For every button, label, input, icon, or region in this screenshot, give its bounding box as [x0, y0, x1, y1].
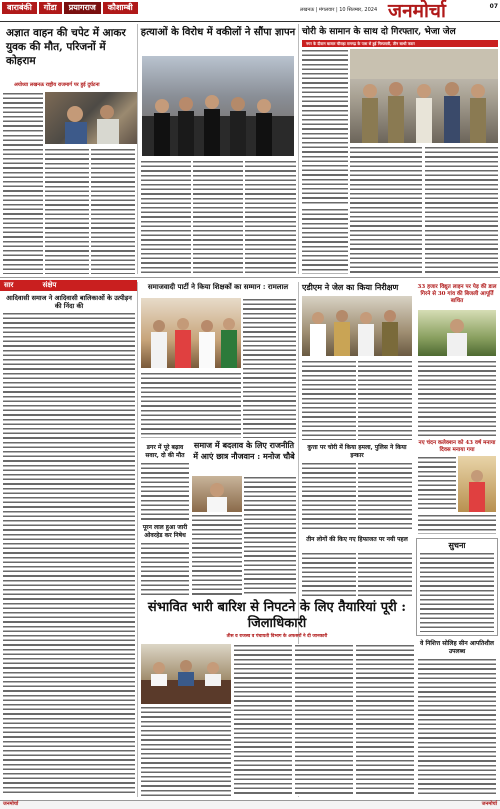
story-3-subhead: नगर के दीवान बाजार चौराहा रामगढ़ के पास से हुई गिरफ्तारी, तीन साथी फरार — [302, 40, 498, 47]
digest-title: सार — [4, 281, 14, 289]
story-9-headline: कुत्ता पर चोरी में किया हमला, पुलिस ने किया इन्कार — [307, 444, 407, 459]
story-2-headline: हत्याओं के विरोध में वकीलों ने सौंपा ज्ञापन — [140, 27, 296, 38]
story-8-headline: समाज में बदलाव के लिए राजनीति में आएं छात्र नौजवान : मनोज चौबे — [193, 440, 295, 461]
story-1-headline: अज्ञात वाहन की चपेट में आकर युवक की मौत, परिजनों में कोहराम — [6, 27, 126, 67]
notice-headline: सुचना — [448, 540, 466, 550]
lawyers-photo — [142, 56, 294, 156]
story-7-headline: 33 हजार विद्युत लाइन पर पेड़ की डाल गिरने से 30 गांव की बिजली आपूर्ति बाधित — [417, 284, 497, 304]
story-3-headline: चोरी के सामान के साथ दो गिरफ्तार, भेजा जेल — [302, 27, 456, 37]
page-footer — [0, 800, 500, 809]
footer-right-brand: जनमोर्चा — [481, 801, 497, 807]
story-12-headline: डगर में पूरे बढ़ाव सवार, दो की मौत — [145, 444, 185, 459]
masthead — [0, 0, 500, 22]
arrest-photo — [350, 49, 498, 143]
tab-prayagraj[interactable]: प्रयागराज — [64, 2, 101, 14]
teachers-photo — [141, 298, 241, 368]
dateline: लखनऊ | मंगलवार | 10 सितम्बर, 2024 — [300, 7, 378, 13]
accident-photo — [45, 92, 137, 144]
story-6-headline: एडीएम ने जेल का किया निरीक्षण — [302, 282, 399, 292]
speaker-photo — [192, 476, 242, 512]
power-line-photo — [418, 310, 496, 356]
jail-inspection-photo — [302, 296, 412, 356]
story-15-headline: वे निशित्त सोलिह सीन आपतिशील उपलब्ध — [420, 640, 494, 655]
newspaper-logo: जनमोर्चा — [388, 0, 446, 22]
story-10-headline: तीन लोगों की किए गए हिफाजत पर नयी पहल — [306, 536, 408, 543]
story-11-subhead: तीस व राजस्व व पंचायती विभाग के अफसरों ने दी जानकारी — [226, 634, 328, 639]
story-13-headline: पूरन लाल हुआ जारी ओवरहेड कर निषेध — [142, 524, 188, 539]
story-14-headline: नए चंदन कलेक्शन को 43 वर्ष मनाया दिवस मनाया गया — [418, 440, 496, 453]
tab-kaushambi[interactable]: कौशाम्बी — [103, 2, 138, 14]
story-5-headline: समाजवादी पार्टी ने किया शिक्षकों का सम्मान : रामलाल — [147, 282, 289, 291]
tab-gonda[interactable]: गोंडा — [39, 2, 62, 14]
story-4-headline: आदिवासी समाज ने आदिवासी बालिकाओं के उत्पीड़न की निंदा की — [6, 294, 132, 310]
digest-header — [0, 280, 137, 291]
story-1-subhead: अयोध्या लखनऊ राष्ट्रीय राजमार्ग पर हुई दुर्घटना — [14, 82, 100, 88]
digest-subtitle: संक्षेप — [42, 281, 57, 289]
page-number: 07 — [489, 3, 498, 10]
tab-barabanki[interactable]: बाराबंकी — [2, 2, 37, 14]
celebration-photo — [458, 456, 496, 512]
meeting-photo — [141, 644, 231, 704]
section-tabs — [2, 2, 138, 14]
story-11-headline: संभावित भारी बारिश से निपटने के लिए तैयारियां पूरी : जिलाधिकारी — [147, 600, 407, 631]
footer-left-brand: जनमोर्चा — [3, 801, 19, 807]
